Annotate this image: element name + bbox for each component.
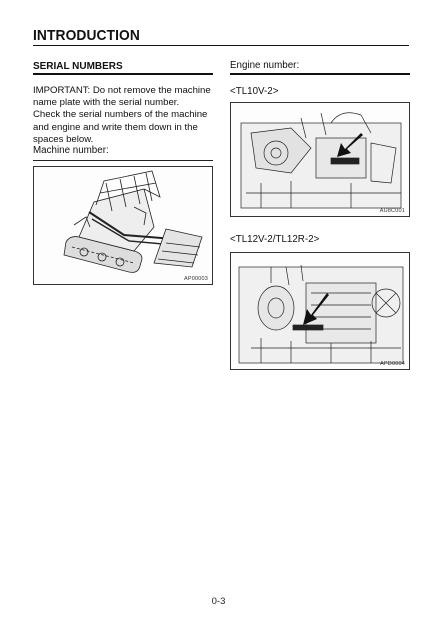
engine-photo-1 — [230, 102, 410, 217]
engine-image-1-code: AU8C001 — [379, 208, 405, 214]
important-note-line: Check the serial numbers of the machine — [33, 109, 208, 121]
engine-photo-2 — [230, 252, 410, 370]
engine-number-underline — [230, 73, 410, 75]
important-note-line: IMPORTANT: Do not remove the machine — [33, 85, 211, 96]
engine-illustration-1 — [231, 103, 410, 217]
skid-steer-illustration — [34, 167, 213, 285]
machine-photo — [33, 166, 213, 285]
title-divider — [33, 45, 409, 46]
section-heading-underline — [33, 73, 213, 75]
engine-model-2: <TL12V-2/TL12R-2> — [230, 234, 320, 245]
section-heading: SERIAL NUMBERS — [33, 60, 123, 72]
machine-image-code: AP00003 — [183, 276, 208, 282]
engine-image-2-code: APD0004 — [380, 361, 405, 367]
page-title: INTRODUCTION — [33, 27, 140, 44]
page-number: 0-3 — [211, 596, 226, 607]
important-note-line: and engine and write them down in the — [33, 121, 198, 133]
important-note-line: spaces below. — [33, 133, 94, 145]
engine-illustration-2 — [231, 253, 410, 370]
engine-number-label: Engine number: — [230, 60, 300, 71]
machine-number-label: Machine number: — [33, 145, 109, 156]
important-note-line: name plate with the serial number. — [33, 97, 180, 109]
important-note — [33, 85, 217, 146]
machine-number-underline — [33, 160, 213, 161]
engine-model-1: <TL10V-2> — [230, 86, 279, 97]
